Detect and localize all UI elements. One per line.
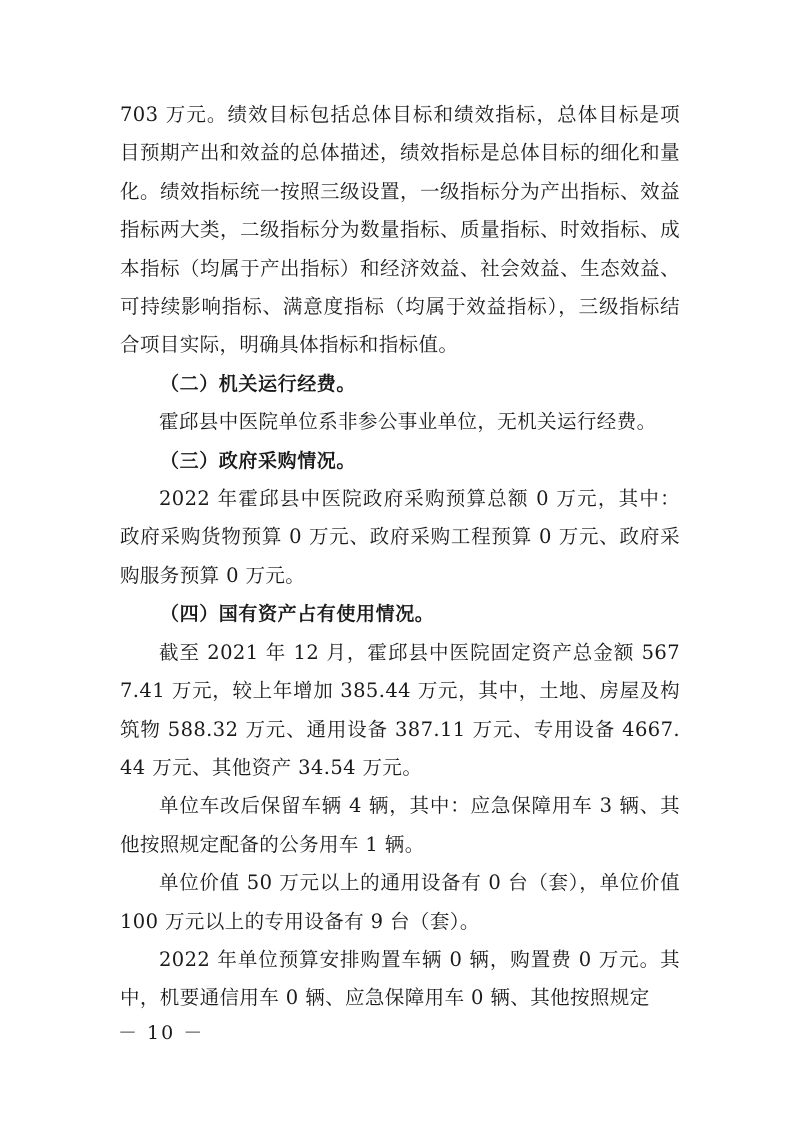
heading-state-assets: （四）国有资产占有使用情况。 bbox=[160, 603, 435, 626]
paragraph-operating-expenses: 霍邱县中医院单位系非参公事业单位，无机关运行经费。 bbox=[159, 410, 657, 434]
paragraph-vehicles: 单位车改后保留车辆 4 辆，其中：应急保障用车 3 辆、其他按照规定配备的公务用车 1 辆。 bbox=[120, 794, 680, 856]
heading-government-procurement: （三）政府采购情况。 bbox=[160, 449, 357, 472]
paragraph-vehicle-purchase: 2022 年单位预算安排购置车辆 0 辆，购置费 0 万元。其中，机要通信用车 0 辆、应急保障用车 0 辆、其他按照规定 bbox=[120, 947, 680, 1010]
heading-operating-expenses: （二）机关运行经费。 bbox=[160, 372, 357, 395]
paragraph-fixed-assets: 截至 2021 年 12 月，霍邱县中医院固定资产总金额 5677.41 万元，较上年增加 385.44 万元，其中，土地、房屋及构筑物 588.32 万元、通用设备 387.11 万元、专用设备 4667.44 万元、其他资产 34.54 万元。 bbox=[120, 640, 680, 779]
paragraph-equipment: 单位价值 50 万元以上的通用设备有 0 台（套），单位价值 100 万元以上的专用设备有 9 台（套）。 bbox=[120, 871, 680, 933]
paragraph-government-procurement: 2022 年霍邱县中医院政府采购预算总额 0 万元，其中：政府采购货物预算 0 万元、政府采购工程预算 0 万元、政府采购服务预算 0 万元。 bbox=[120, 487, 680, 587]
page-number: － 10 － bbox=[118, 1022, 205, 1044]
paragraph-performance-targets: 703 万元。绩效目标包括总体目标和绩效指标，总体目标是项目预期产出和效益的总体描述，绩效指标是总体目标的细化和量化。绩效指标统一按照三级设置，一级指标分为产出指标、效益指标两大类，二级指标分为数量指标、质量指标、时效指标、成本指标（均属于产出指标）和经济效益、社会效益、生态效益、可持续影响指标、满意度指标（均属于效益指标），三级指标结合项目实际，明确具体指标和指标值。 bbox=[120, 103, 680, 357]
document-page bbox=[120, 96, 680, 1018]
